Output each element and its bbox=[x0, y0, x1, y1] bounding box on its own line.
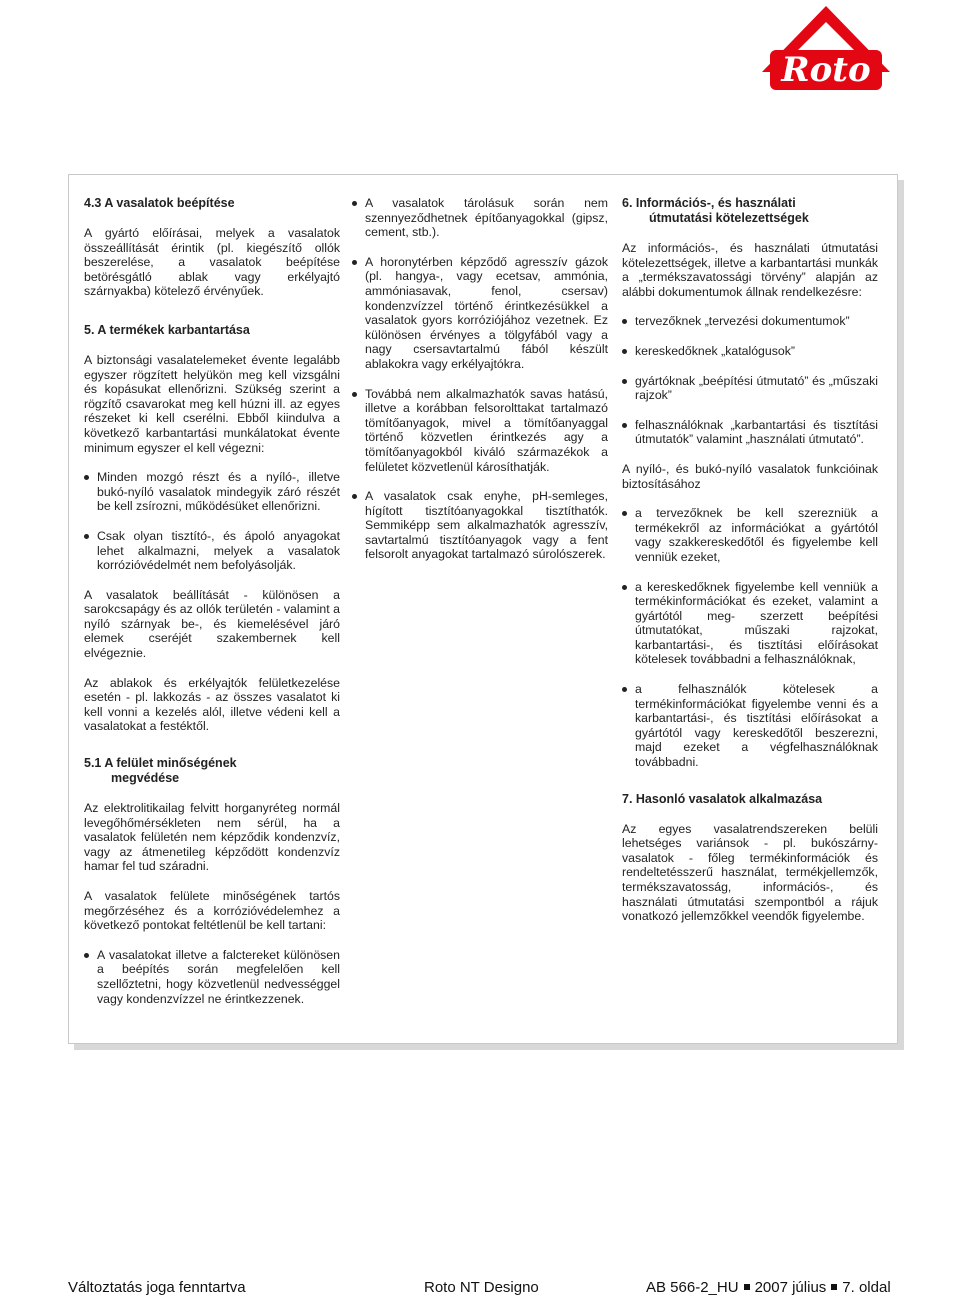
list-item: Minden mozgó részt és a nyíló-, illetve bukó-nyíló vasalatok mindegyik záró részét be kell zsírozni, működésüket ellenőrizni. bbox=[84, 470, 340, 514]
section-5-1-title-line-2: megvédése bbox=[111, 771, 180, 786]
section-4-3-title: 4.3 A vasalatok beépítése bbox=[84, 196, 235, 210]
section-7-paragraph: Az egyes vasalatrendszereken belüli lehetséges variánsok - pl. bukószárny-vasalatok - főleg termékinformációk és rendeltetésszerű használat, termékjellemzők, termékszavatosság, információs-, és használati útmutatási szempontból a rájuk vonatkozó jellemzőkkel veendők figyelembe. bbox=[622, 821, 878, 924]
list-item: a tervezőknek be kell szerezniük a termékekről az információkat a gyártótól vagy szakkereskedőtől és figyelembe kell venniük ezeket, bbox=[622, 506, 878, 564]
list-item: gyártóknak „beépítési útmutató” és „műszaki rajzok” bbox=[622, 374, 878, 403]
section-6-paragraph-2: A nyíló-, és bukó-nyíló vasalatok funkcióinak biztosításához bbox=[622, 461, 878, 491]
footer-document-code: AB 566-2_HU bbox=[646, 1279, 739, 1296]
list-item: Csak olyan tisztító-, és ápoló anyagokat lehet alkalmazni, melyek a vasalatok korrózióvédelmét nem befolyásolják. bbox=[84, 529, 340, 573]
list-item: A horonytérben képződő agresszív gázok (pl. hangya-, vagy ecetsav, ammónia, ammóniasavak, fenol, csersav) kondenzvízzel történő érintkezésükkel a vasalatok gyors korróziójához vezetnek. Ez különösen érvényes a tölgyfából vagy a nagy csersavtartalmú fából készült ablakokra vagy erkélyajtókra. bbox=[352, 255, 608, 372]
section-5-paragraph-2: A vasalatok beállítását - különösen a sarokcsapágy és az ollók területén - valamint a nyíló szárnyak be-, és kiemelésével járó elemek cseréjét szakembernek kell elvégeznie. bbox=[84, 587, 340, 661]
section-5-title: 5. A termékek karbantartása bbox=[84, 322, 250, 337]
column-2-bullet-list bbox=[352, 196, 608, 562]
separator-square-icon bbox=[831, 1284, 837, 1290]
list-item: A vasalatokat illetve a falctereket különösen a beépítés során megfelelően kell szellőztetni, hogy közvetlenül nedvességgel vagy kondenzvízzel ne érintkezzenek. bbox=[84, 948, 340, 1006]
footer-document-info bbox=[646, 1279, 891, 1296]
section-5-bullet-list bbox=[84, 470, 340, 573]
section-6-title-line-1: 6. Információs-, és használati bbox=[622, 196, 796, 210]
list-item: a felhasználók kötelesek a termékinformációkat figyelembe venni és a karbantartási-, és tisztítási előírásokat a gyártótól vagy kereskedőtől beszerezni, majd ezeket a végfelhasználóknak továbbadni. bbox=[622, 682, 878, 770]
section-6-obligation-list bbox=[622, 506, 878, 770]
separator-square-icon bbox=[744, 1284, 750, 1290]
section-6-paragraph-1: Az információs-, és használati útmutatási kötelezettségek, illetve a karbantartási munkák a „termékszavatossági törvény” alapján az alábbi dokumentumok állnak rendelkezésre: bbox=[622, 241, 878, 299]
column-2 bbox=[352, 196, 608, 577]
section-5-paragraph-3: Az ablakok és erkélyajtók felületkezelése esetén - pl. lakkozás - az összes vasalatot ki kell vonni a kezelés alól, illetve védeni kell a vasalatokat a festéktől. bbox=[84, 675, 340, 734]
section-6-title-line-2: útmutatási kötelezettségek bbox=[649, 211, 809, 225]
section-5-1-paragraph-2: A vasalatok felülete minőségének tartós megőrzéséhez és a korrózióvédelemhez a következő pontokat feltétlenül be kell tartani: bbox=[84, 889, 340, 933]
section-4-3-paragraph: A gyártó előírásai, melyek a vasalatok összeállítását érintik (pl. kiegészítő ollók beszerelése, a vasalatok beépítése betörésgátló ablak vagy erkélyajtó szárnyakba) kötelező érvényűek. bbox=[84, 226, 340, 299]
svg-text:Roto: Roto bbox=[781, 50, 871, 90]
footer-rights-notice: Változtatás joga fenntartva bbox=[68, 1279, 246, 1296]
list-item: tervezőknek „tervezési dokumentumok” bbox=[622, 314, 878, 329]
roto-logo bbox=[756, 2, 896, 94]
section-5-1-paragraph-1: Az elektrolitikailag felvitt horganyréteg normál levegőhőmérsékleten nem sérül, ha a vasalatok felületén nem képződik kondenzvíz, vagy az átmenetileg képződött kondenzvíz hamar fel tud száradni. bbox=[84, 801, 340, 874]
section-7-title: 7. Hasonló vasalatok alkalmazása bbox=[622, 791, 823, 806]
column-3 bbox=[622, 196, 878, 939]
column-1 bbox=[84, 196, 340, 1021]
footer-date: 2007 július bbox=[754, 1279, 827, 1296]
section-5-1-title-line-1: 5.1 A felület minőségének bbox=[84, 756, 237, 771]
list-item: A vasalatok csak enyhe, pH-semleges, hígított tisztítóanyagokkal tisztíthatók. Semmiképp sem alkalmazhatók agresszív, savtartalmú tisztítóanyagok vagy a fent felsorolt anyagokat tartalmazó súrolószerek. bbox=[352, 489, 608, 562]
footer-product-name: Roto NT Designo bbox=[424, 1279, 539, 1296]
list-item: felhasználóknak „karbantartási és tisztítási útmutatók” valamint „használati útmutató”. bbox=[622, 418, 878, 447]
list-item: A vasalatok tárolásuk során nem szennyeződhetnek építőanyagokkal (gipsz, cement, stb.). bbox=[352, 196, 608, 240]
section-6-document-list bbox=[622, 314, 878, 447]
section-5-1-bullet-list bbox=[84, 948, 340, 1006]
list-item: Továbbá nem alkalmazhatók savas hatású, illetve a korábban felsorolttakat tartalmazó tömítőanyagok, mivel a tömítőanyaggal történő közvetlen érintkezés agy a tömítőanyagokból kiváló származékok a felületet közvetlenül károsíthatják. bbox=[352, 387, 608, 475]
list-item: kereskedőknek „katalógusok” bbox=[622, 344, 878, 359]
footer-page-number: 7. oldal bbox=[842, 1279, 891, 1296]
list-item: a kereskedőknek figyelembe kell venniük a termékinformációkat és ezeket, valamint a gyártótól meg- szerzett beépítési útmutatókat, műszaki rajzokat, karbantartási-, és tisztítási előírásokat kötelesek továbbadni a felhasználóknak, bbox=[622, 580, 878, 668]
section-5-paragraph-1: A biztonsági vasalatelemeket évente legalább egyszer rögzített helyükön meg kell vizsgálni és kopásukat ellenőrizni. Szükség szerint a rögzítő csavarokat meg kell húzni ill. az egyes részeket ki kell cserélni. Ebből kiindulva a következő karbantartási munkálatokat évente minimum egyszer el kell végezni: bbox=[84, 352, 340, 455]
section-5-1-title bbox=[84, 756, 340, 786]
section-6-title bbox=[622, 196, 878, 226]
